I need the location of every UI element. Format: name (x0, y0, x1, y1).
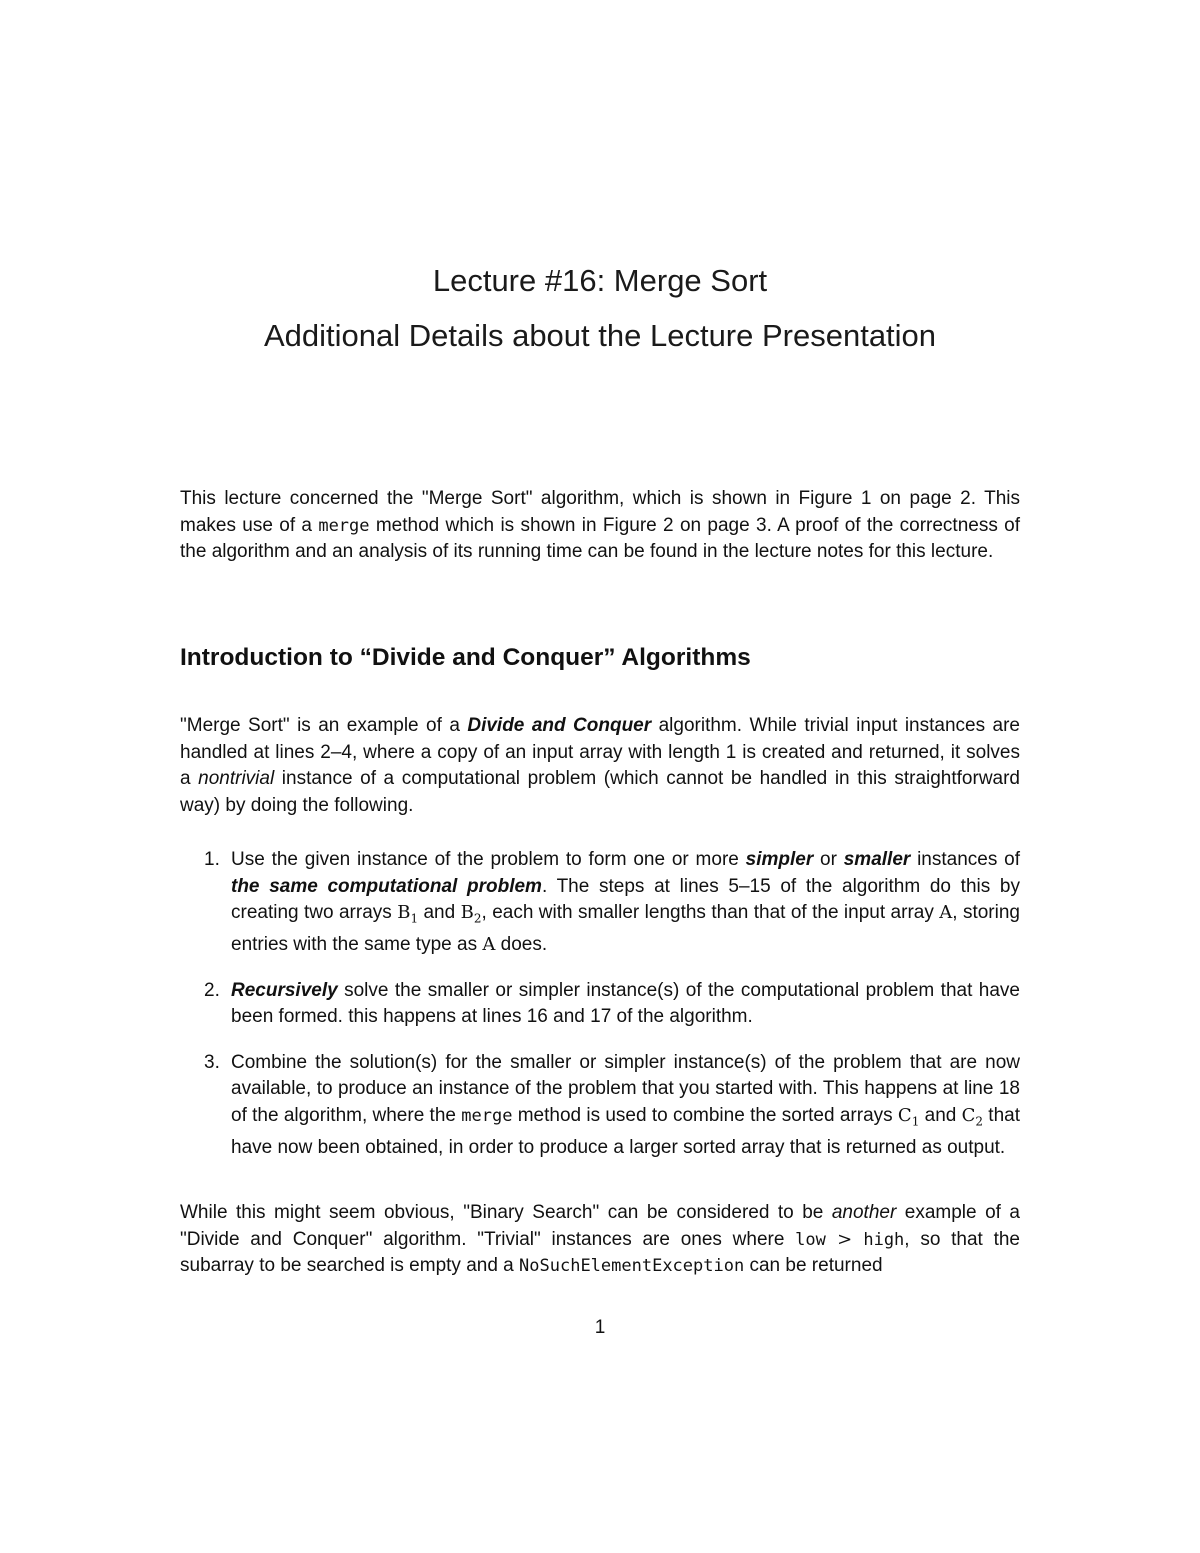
binary-search-paragraph: While this might seem obvious, "Binary Search" can be considered to be another example of a "Divide and Conquer" algorithm. "Trivial" instances are ones where low > high, so that the subarray to be searched is empty and a NoSuchElementException can be returned (180, 1202, 1020, 1276)
intro-paragraph: This lecture concerned the "Merge Sort" algorithm, which is shown in Figure 1 on page 2. This makes use of a merge method which is shown in Figure 2 on page 3. A proof of the correctness of the algorithm and an analysis of its running time can be found in the lecture notes for this lecture. (180, 488, 1021, 562)
math-b1: $B_1$ (397, 902, 419, 926)
math-a: A (482, 934, 496, 956)
inline-code-exception: NoSuchElementException (519, 1256, 745, 1276)
inline-code-high: high (863, 1229, 905, 1250)
list-item-number: 1. (204, 849, 220, 870)
list-item: 3. Combine the solution(s) for the smaller or simpler instance(s) of the problem that are now available, to produce an instance of the problem that you started with. This happens at line 18 of the algorithm, where the merge method is used to combine the sorted arrays $C_1$ and $C_2$ that have now been obtained, in order to produce a larger sorted array that is returned as output. (204, 1051, 1021, 1158)
list-item-number: 2. (204, 979, 220, 1001)
section-heading: Introduction to “Divide and Conquer” Algorithms (180, 644, 751, 671)
math-b2: $B_2$ (460, 902, 482, 926)
emphasis-divide-and-conquer: Divide and Conquer (467, 715, 652, 736)
math-c2: $C_2$ (961, 1104, 984, 1129)
emphasis-nontrivial: nontrivial (198, 768, 275, 789)
emphasis-another: another (831, 1202, 897, 1223)
list-item-number: 3. (204, 1051, 220, 1073)
page-number: 1 (594, 1317, 606, 1338)
inline-code-low: low (795, 1229, 826, 1250)
math-c1: $C_1$ (897, 1104, 920, 1129)
math-a: A (939, 902, 953, 923)
document-title: Lecture #16: Merge Sort (432, 263, 768, 298)
list-item: 2. Recursively solve the smaller or simpler instance(s) of the computational problem that have been formed. this happens at lines 16 and 17 of the algorithm. (204, 979, 1020, 1028)
steps-list (180, 847, 1020, 1180)
list-item: 1. Use the given instance of the problem to form one or more simpler or smaller instances of the same computational problem. The steps at lines 5–15 of the algorithm do this by creating two arrays $B_1$ and $B_2$, each with smaller lengths than that of the input array A, storing entries with the same type as A does. (204, 849, 1020, 956)
inline-code-merge: merge (461, 1105, 513, 1126)
divide-conquer-paragraph: "Merge Sort" is an example of a Divide and Conquer algorithm. While trivial input instances are handled at lines 2–4, where a copy of an input array with length 1 is created and returned, it solves a nontrivial instance of a computational problem (which cannot be handled in this straightforward way) by doing the following. (180, 715, 1020, 816)
document-subtitle: Additional Details about the Lecture Presentation (263, 318, 937, 353)
inline-code-merge: merge (318, 515, 370, 536)
